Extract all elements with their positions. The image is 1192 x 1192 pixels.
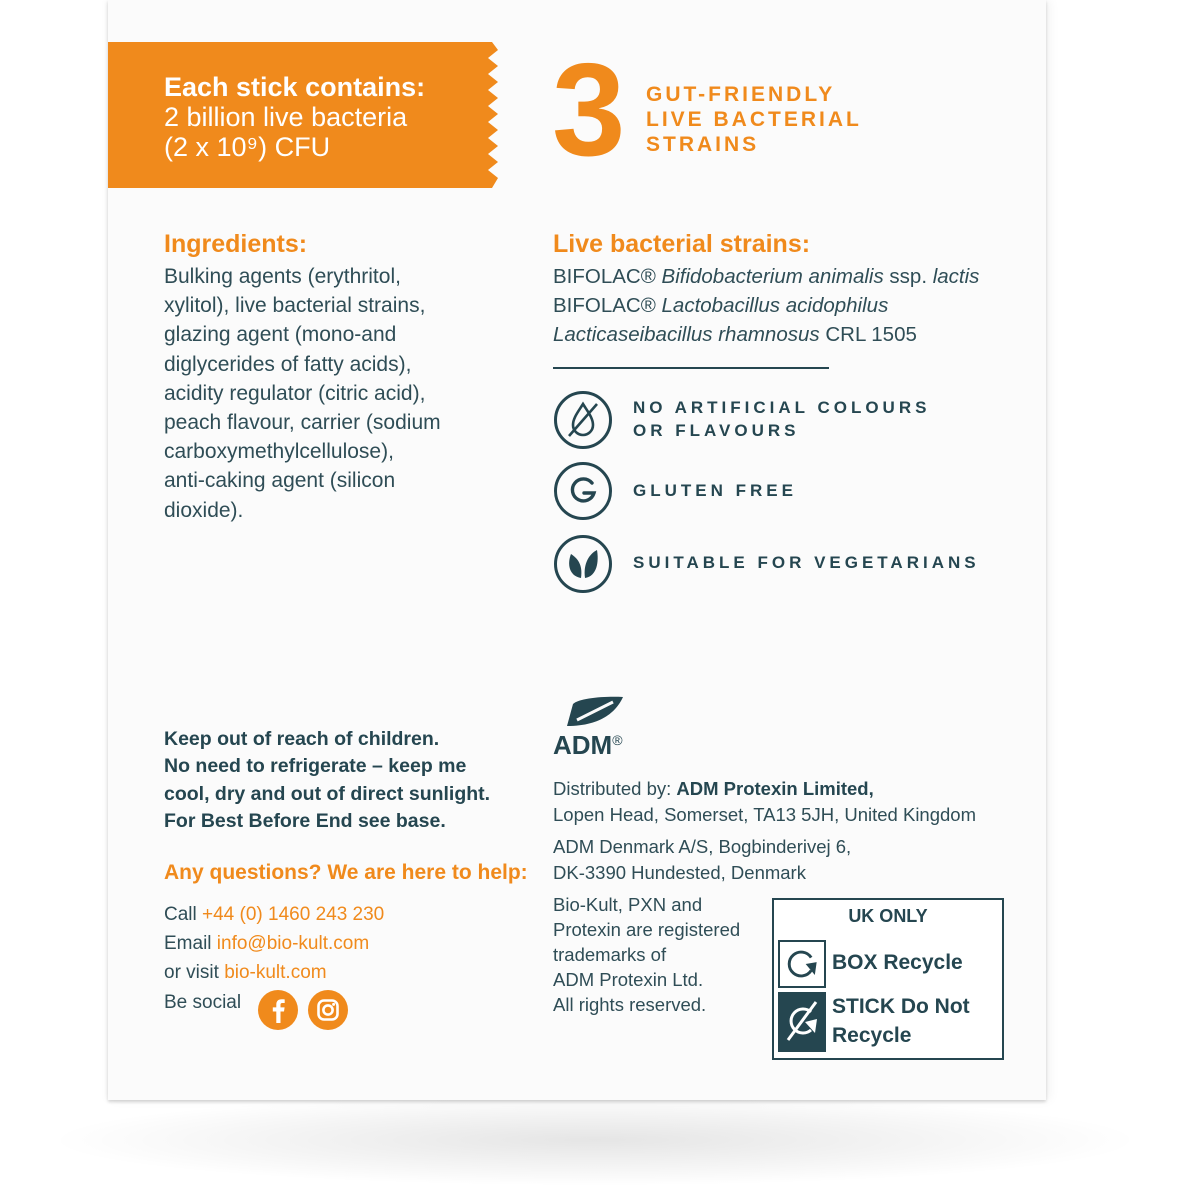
divider <box>553 367 829 369</box>
storage-line: No need to refrigerate – keep me <box>164 755 467 778</box>
strain-prefix: BIFOLAC® <box>553 294 662 318</box>
strains-title: Live bacterial strains: <box>553 230 811 258</box>
ingredients-line: anti-caking agent (silicon <box>164 469 396 493</box>
trademark-line: All rights reserved. <box>553 994 707 1015</box>
ingredients-line: acidity regulator (citric acid), <box>164 381 426 405</box>
ingredients-line: dioxide). <box>164 498 244 522</box>
strain-count-text <box>646 82 862 157</box>
recycling-heading: UK ONLY <box>848 906 928 926</box>
box-recycle-label: BOX Recycle <box>832 951 963 974</box>
strain-item <box>553 262 979 291</box>
distributor-company: ADM Protexin Limited, <box>676 778 874 799</box>
strain-count-number: 3 <box>552 36 626 183</box>
cfu-line-1: 2 billion live bacteria <box>164 102 408 132</box>
website-link[interactable]: bio-kult.com <box>224 962 327 983</box>
trademark-line: Bio-Kult, PXN and <box>553 894 703 915</box>
strain-count-line: LIVE BACTERIAL <box>646 108 862 131</box>
strain-suffix: lactis <box>932 265 980 288</box>
cfu-heading: Each stick contains: <box>164 72 426 102</box>
trademark-line: trademarks of <box>553 944 667 965</box>
ingredients-body <box>164 262 524 525</box>
strains-list <box>553 262 979 350</box>
strain-item <box>553 320 979 349</box>
adm-name: ADM <box>553 730 613 760</box>
no-drop-icon <box>553 390 613 450</box>
badge-gluten-free <box>633 479 797 502</box>
trademark-notice <box>553 892 740 1017</box>
instagram-icon[interactable] <box>308 990 348 1030</box>
email-label: Email <box>164 933 217 954</box>
ingredients-line: Bulking agents (erythritol, <box>164 265 401 288</box>
strain-mid: ssp. <box>883 265 933 288</box>
contact-web <box>164 958 384 987</box>
contact-info <box>164 900 384 987</box>
phone-link[interactable]: +44 (0) 1460 243 230 <box>202 904 385 925</box>
stick-label-line: STICK Do Not <box>832 995 970 1018</box>
adm-registered: ® <box>612 732 623 748</box>
badge-no-artificial <box>633 396 930 442</box>
contact-call <box>164 900 384 929</box>
strain-name: Bifidobacterium animalis <box>661 265 884 288</box>
cfu-banner-text <box>164 72 425 162</box>
strain-mid: CRL 1505 <box>819 323 917 347</box>
badge-line: OR FLAVOURS <box>633 421 800 440</box>
recycle-icon <box>778 940 826 988</box>
contact-email <box>164 929 384 958</box>
strain-item <box>553 291 979 320</box>
ingredients-line: diglycerides of fatty acids), <box>164 352 412 376</box>
ingredients-line: xylitol), live bacterial strains, <box>164 294 426 318</box>
visit-label: or visit <box>164 962 225 983</box>
recycle-box-row <box>778 940 998 988</box>
ingredients-line: peach flavour, carrier (sodium <box>164 411 441 435</box>
facebook-icon[interactable] <box>258 990 298 1030</box>
call-label: Call <box>164 904 203 925</box>
badge-line: SUITABLE FOR VEGETARIANS <box>633 553 980 572</box>
box-shadow <box>60 1095 1130 1185</box>
stick-label-line: Recycle <box>832 1024 912 1047</box>
ingredients-line: carboxymethylcellulose), <box>164 440 394 464</box>
strain-count-line: GUT-FRIENDLY <box>646 83 836 106</box>
leaf-icon <box>553 534 613 594</box>
cfu-line-2: (2 x 10⁹) CFU <box>164 132 331 162</box>
trademark-line: Protexin are registered <box>553 919 741 940</box>
stick-recycle-label <box>832 992 970 1050</box>
distributor-address-uk: Lopen Head, Somerset, TA13 5JH, United Kingdom <box>553 803 976 825</box>
trademark-line: ADM Protexin Ltd. <box>553 969 704 990</box>
email-link[interactable]: info@bio-kult.com <box>216 933 370 954</box>
badge-line: GLUTEN FREE <box>633 481 797 500</box>
ingredients-title: Ingredients: <box>164 230 308 258</box>
do-not-recycle-icon <box>778 992 826 1052</box>
product-box-panel <box>108 0 1046 1100</box>
adm-logo-text <box>553 730 623 761</box>
distributor-line <box>553 776 976 802</box>
strain-prefix: BIFOLAC® <box>553 265 662 288</box>
distributor-label: Distributed by: <box>553 778 677 799</box>
distributor-info <box>553 776 976 885</box>
recycle-stick-row <box>778 992 998 1054</box>
gluten-free-icon <box>553 461 613 521</box>
strain-name: Lacticaseibacillus rhamnosus <box>553 323 820 347</box>
recycling-panel <box>772 898 1004 1060</box>
storage-line: cool, dry and out of direct sunlight. <box>164 782 491 805</box>
storage-line: For Best Before End see base. <box>164 810 446 833</box>
storage-line: Keep out of reach of children. <box>164 728 440 750</box>
distributor-address-dk: DK-3390 Hundested, Denmark <box>553 861 806 883</box>
strain-name: Lactobacillus acidophilus <box>661 294 889 318</box>
strain-count-line: STRAINS <box>646 133 760 156</box>
contact-title: Any questions? We are here to help: <box>164 861 528 884</box>
ingredients-line: glazing agent (mono-and <box>164 323 397 347</box>
storage-instructions <box>164 726 490 836</box>
badge-vegetarian <box>633 551 980 574</box>
social-label: Be social <box>164 992 242 1013</box>
distributor-address-dk: ADM Denmark A/S, Bogbinderivej 6, <box>553 836 852 857</box>
badge-line: NO ARTIFICIAL COLOURS <box>633 398 931 417</box>
